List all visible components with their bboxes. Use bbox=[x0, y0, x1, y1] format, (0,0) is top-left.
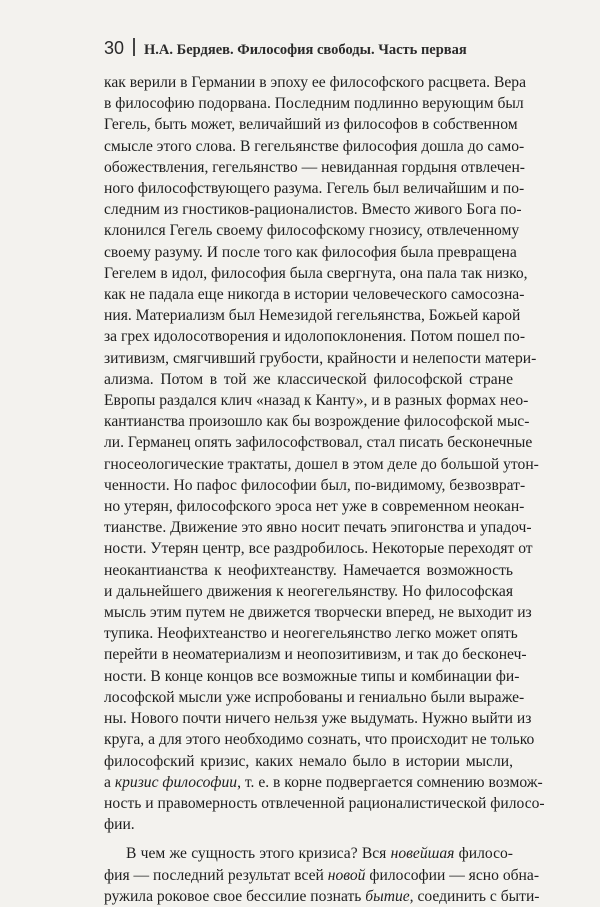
text-line: круга, а для этого необходимо сознать, что происходит не только bbox=[104, 731, 535, 749]
text-run: В чем же сущность этого кризиса? Вся bbox=[126, 845, 391, 863]
text-line: ности. В конце концов все возможные типы и комбинации фи- bbox=[104, 667, 520, 685]
text-line: тупика. Неофихтеанство и неогегельянство легко может опять bbox=[104, 625, 518, 643]
text-line: ны. Нового почти ничего нельзя уже выдумать. Нужно выйти из bbox=[104, 710, 532, 728]
text-line: за грех идолосотворения и идолопоклонения. Потом пошел по- bbox=[104, 328, 526, 346]
text-line: клонился Гегель своему философскому гнозису, отвлеченному bbox=[104, 222, 520, 240]
text-line: ния. Материализм был Немезидой гегельянства, Божьей карой bbox=[104, 307, 521, 325]
text-run: соединить с быти- bbox=[413, 887, 540, 905]
text-line: следним из гностиков-рационалистов. Вместо живого Бога по- bbox=[104, 201, 522, 219]
text-line: Гегелем в идол, философия была свергнута, она пала так низко, bbox=[104, 264, 528, 282]
text-line: кантианства произошло как бы возрождение философской мыс- bbox=[104, 413, 530, 431]
text-line: философский кризис, каких немало было в истории мысли, bbox=[104, 752, 513, 770]
text-line: обожествления, гегельянство — невиданная гордыня отвлечен- bbox=[104, 158, 525, 176]
text-line bbox=[104, 772, 543, 793]
text-run: фия — последний результат всей bbox=[104, 866, 328, 884]
text-line: фии. bbox=[104, 816, 135, 834]
text-line: своему разуму. И после того как философия была превращена bbox=[104, 243, 517, 261]
text-run: философии — ясно обна- bbox=[365, 866, 540, 884]
header-separator bbox=[133, 38, 135, 56]
text-line: как верили в Германии в эпоху ее философского расцвета. Вера bbox=[104, 74, 527, 91]
text-line: неокантианства к неофихтеанству. Намечается возможность bbox=[104, 561, 513, 579]
emphasis-newest: новейшая bbox=[390, 845, 455, 863]
text-line: мысль этим путем не движется творчески вперед, не выходит из bbox=[104, 604, 532, 622]
text-line: ли. Германец опять зафилософствовал, стал писать бесконечные bbox=[104, 434, 533, 452]
page-header bbox=[104, 36, 467, 59]
text-line: ного философствующего разума. Гегель был величайшим и по- bbox=[104, 180, 525, 198]
text-line: тианстве. Движение это явно носит печать эпигонства и упадоч- bbox=[104, 519, 532, 537]
text-line: зитивизм, смягчивший грубости, крайности и нелепости матери- bbox=[104, 349, 537, 367]
page-number: 30 bbox=[104, 38, 125, 58]
body-text bbox=[104, 72, 545, 907]
text-line: но утерян, философского эроса нет уже в современном неокан- bbox=[104, 498, 525, 516]
text-line: как не падала еще никогда в истории человеческого самосозна- bbox=[104, 286, 525, 304]
emphasis-being: бытие, bbox=[365, 887, 414, 905]
text-line: в философию подорвана. Последним подлинно верующим был bbox=[104, 95, 524, 113]
running-title: Н.А. Бердяев. Философия свободы. Часть первая bbox=[144, 42, 467, 58]
text-run: а bbox=[104, 773, 115, 791]
emphasis-crisis-of-philosophy: кризис философии bbox=[114, 773, 238, 791]
paragraph-gap bbox=[104, 835, 513, 843]
text-line: ность и правомерность отвлеченной рационалистической филосо- bbox=[104, 794, 545, 812]
text-line: и дальнейшего движения к неогегельянству. Но философская bbox=[104, 582, 513, 600]
text-line bbox=[104, 865, 540, 886]
text-run: филосо- bbox=[454, 845, 513, 863]
text-line: ченности. Но пафос философии был, по-видимому, безвозврат- bbox=[104, 476, 526, 494]
text-run: ружила роковое свое бессилие познать bbox=[104, 887, 366, 905]
text-line: смысле этого слова. В гегельянстве философия дошла до само- bbox=[104, 137, 525, 155]
text-line: Европы раздался клич «назад к Канту», и в разных формах нео- bbox=[104, 392, 529, 410]
text-line: перейти в неоматериализм и неопозитивизм, и так до бесконеч- bbox=[104, 646, 527, 664]
text-line: гносеологические трактаты, дошел в этом деле до большой утон- bbox=[104, 455, 539, 473]
text-line: лософской мысли уже испробованы и гениально были выраже- bbox=[104, 688, 525, 706]
text-line: ности. Утерян центр, все раздробилось. Некоторые переходят от bbox=[104, 540, 533, 558]
text-line: ализма. Потом в той же классической философской стране bbox=[104, 370, 513, 388]
text-line bbox=[104, 843, 513, 864]
emphasis-new: новой bbox=[327, 866, 366, 884]
text-run: , т. е. в корне подвергается сомнению возмож- bbox=[237, 773, 543, 791]
text-line bbox=[104, 886, 540, 907]
text-line: Гегель, быть может, величайший из философов в собственном bbox=[104, 116, 518, 134]
